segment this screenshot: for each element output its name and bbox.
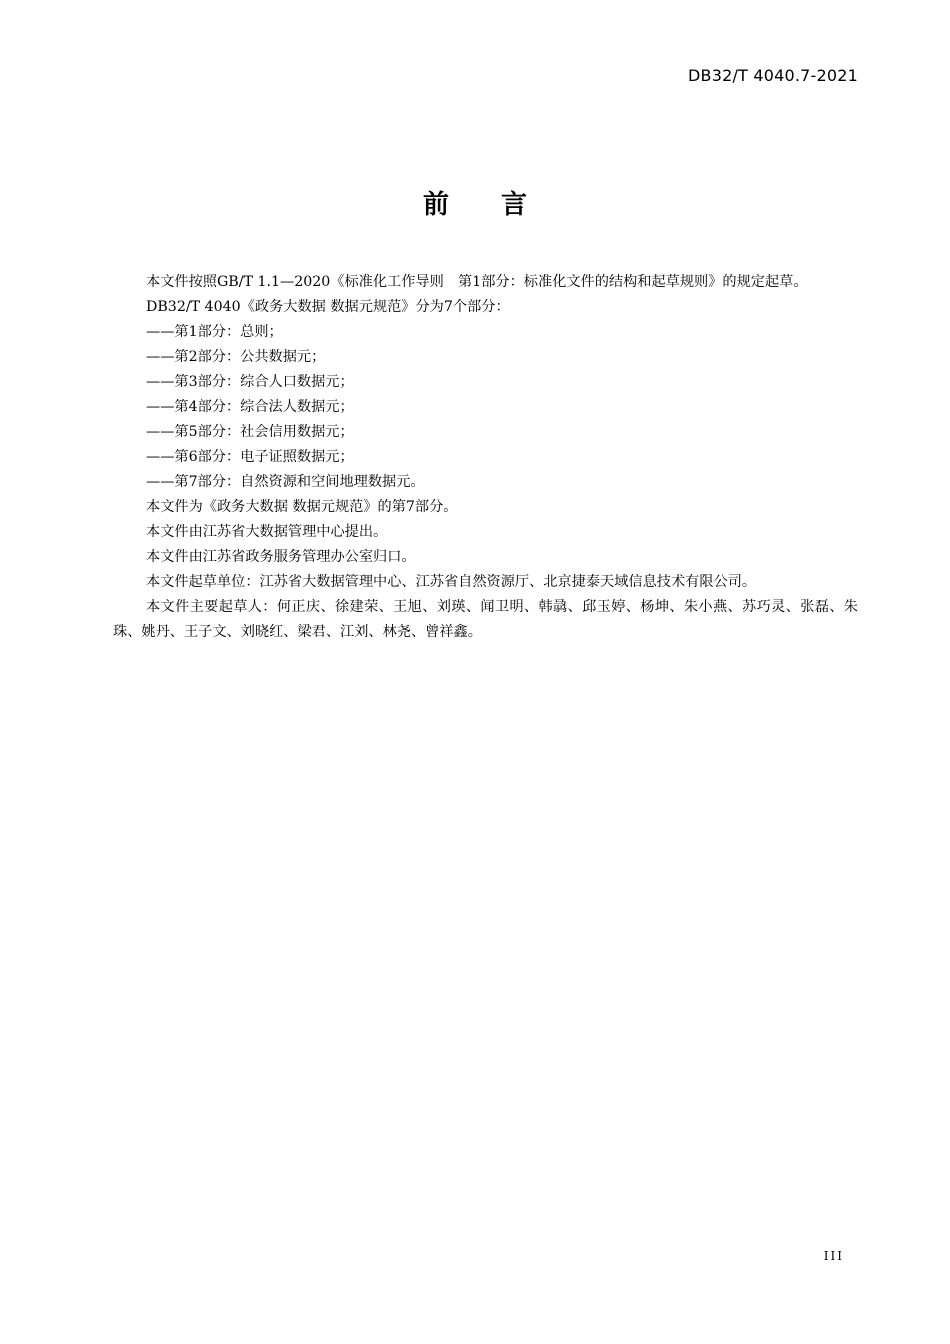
list-item: ——第2部分：公共数据元； bbox=[146, 349, 326, 365]
list-item: ——第1部分：总则； bbox=[146, 324, 283, 340]
paragraph: DB32/T 4040《政务大数据 数据元规范》分为7个部分： bbox=[146, 299, 510, 315]
list-item: ——第5部分：社会信用数据元； bbox=[146, 424, 354, 440]
paragraph: 本文件由江苏省大数据管理中心提出。 bbox=[146, 524, 388, 540]
paragraph: 本文件为《政务大数据 数据元规范》的第7部分。 bbox=[146, 499, 458, 515]
document-code: DB32/T 4040.7-2021 bbox=[688, 66, 858, 85]
list-item: ——第3部分：综合人口数据元； bbox=[146, 374, 354, 390]
paragraph: 本文件由江苏省政务服务管理办公室归口。 bbox=[146, 549, 416, 565]
paragraph: 本文件按照GB/T 1.1—2020《标准化工作导则 第1部分：标准化文件的结构和起草规则》的规定起草。 bbox=[146, 274, 808, 290]
list-item: ——第6部分：电子证照数据元； bbox=[146, 449, 354, 465]
list-item: ——第4部分：综合法人数据元； bbox=[146, 399, 354, 415]
list-item: ——第7部分：自然资源和空间地理数据元。 bbox=[146, 474, 425, 490]
paragraph: 本文件主要起草人：何正庆、徐建荣、王旭、刘瑛、闻卫明、韩骉、邱玉婷、杨坤、朱小燕、苏巧灵、张磊、朱珠、姚丹、王子文、刘晓红、梁君、江刘、林尧、曾祥鑫。 bbox=[113, 599, 858, 640]
page-title: 前言 bbox=[422, 190, 579, 220]
page-number: III bbox=[823, 1249, 844, 1263]
paragraph: 本文件起草单位：江苏省大数据管理中心、江苏省自然资源厅、北京捷泰天域信息技术有限公司。 bbox=[146, 574, 757, 590]
foreword-body bbox=[113, 270, 858, 645]
